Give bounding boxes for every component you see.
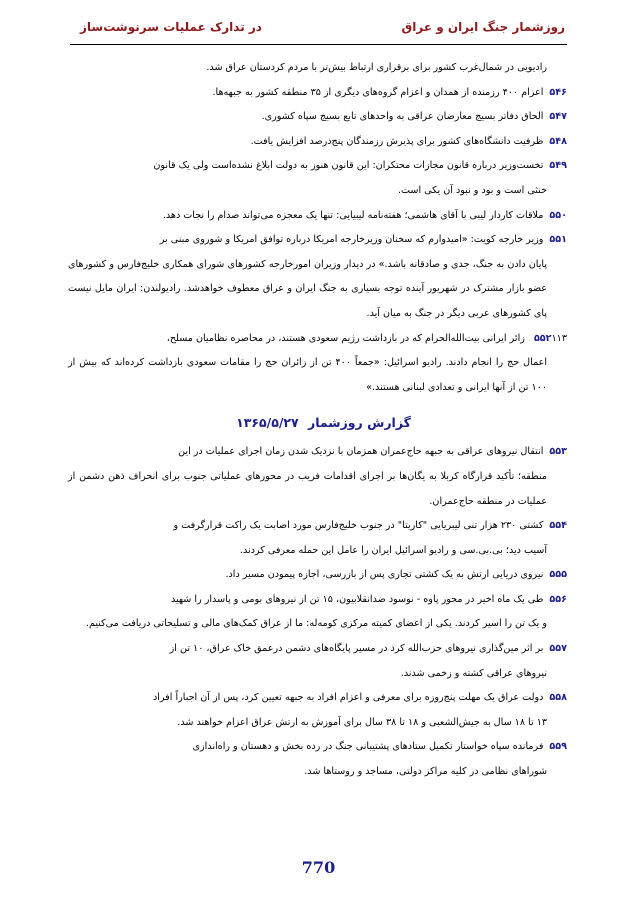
entry-556 [68,588,579,613]
entry-number: ۵۵۹ [549,741,567,753]
entry-546 [68,81,579,106]
entry-number: ۵۴۹ [549,160,567,172]
entry-text: الحاق دفاتر بسیج معارضان عراقی به واحدهای تابع بسیج سپاه کشوری. [261,111,544,123]
entry-548 [68,130,579,155]
entry-number: ۵۵۱ [549,234,567,246]
entry-549 [68,154,579,179]
header-divider [70,44,567,45]
running-header-book-title: روزشمار جنگ ایران و عراق [401,20,565,34]
entry-558 [68,686,579,711]
entry-text: کشتی ۲۳۰ هزار تنی لیبریایی "کاریتا" در جنوب خلیج‌فارس مورد اصابت یک راکت قرارگرفت و [173,520,544,532]
entry-547 [68,105,579,130]
entry-number: ۵۵۴ [549,520,567,532]
entry-number: ۵۵۸ [549,692,567,704]
entry-text: ظرفیت دانشگاه‌های کشور برای پذیرش رزمندگان پنج‌درصد افزایش یافت. [250,135,544,147]
entry-text: دولت عراق یک مهلت پنج‌روزه برای معرفی و اعزام افراد به جبهه تعیین کرد، پس از آن اجباراً افراد [152,692,544,704]
entry-559 [68,735,579,760]
entry-text: ملاقات کاردار لیبی با آقای هاشمی؛ هفته‌نامه لیبیایی: تنها یک معجزه می‌تواند صدام را نجات دهد. [162,209,544,221]
running-header-chapter-title: در تدارک عملیات سرنوشت‌ساز [80,20,262,34]
continuation-paragraph: رادیویی در شمال‌غرب کشور برای برقراری ارتباط بیش‌تر با مردم کردستان عراق شد. [206,62,547,73]
entry-551-continuation: پایان دادن به جنگ، جدی و صادقانه باشد.» در دیدار وزیران امورخارجه کشورهای شورای همکاری خلیج‌فارس و کشورهای عضو بازار مشترک در شهریور آینده توجه بسیاری به جنگ ایران و عراق معطوف خواهدشد. رادیولندن: ایران مایل نیست پای کشورهای عربی دیگر در جنگ به میان آید. [68,258,547,319]
entry-number: ۵۴۶ [549,86,567,98]
entry-text: انتقال نیروهای عراقی به جبهه حاج‌عمران همزمان با نزدیک شدن زمان اجرای عملیات در این [178,446,544,458]
entry-text: طی یک ماه اخیر در محور پاوه - نوسود ضدانقلابیون، ۱۵ تن از نیروهای بومی و پاسدار را شهید [170,593,544,605]
entry-553 [68,440,579,465]
entry-552 [68,327,579,352]
entry-number: ۵۵۶ [549,593,567,605]
page-number: 770 [301,858,336,877]
entry-text: بر اثر مین‌گذاری نیروهای حزب‌الله کرد در مسیر پایگاه‌های دشمن درعمق خاک عراق، ۱۰ تن از [169,643,544,655]
entry-552-continuation: اعمال حج را انجام دادند. رادیو اسرائیل: «جمعاً ۴۰۰ تن از زائران حج را مقامات سعودی بازداشت کرده‌اند که بیش از ۱۰۰ تن از آنها ایرانی و تعدادی لبنانی هستند.» [68,357,548,393]
entry-text: اعزام ۴۰۰ رزمنده از همدان و اعزام گروه‌های دیگری از ۳۵ منطقه کشور به جبهه‌ها. [212,86,544,98]
entry-554 [68,514,579,539]
entry-number: ۵۵۷ [549,643,567,655]
entry-553-continuation: منطقه؛ تأکید قرارگاه کربلا به یگان‌ها بر اجرای اقدامات فریب در محورهای عملیاتی جنوب برای انحراف ذهن دشمن از عملیات در منطقه حاج‌عمران. [68,470,547,507]
entry-text: تخست‌وزیر درباره قانون مجازات محتکران: این قانون هنوز به دولت ابلاغ نشده‌است ولی یک قانون [153,160,544,172]
entry-number: ۵۵۰ [549,209,567,221]
entry-text: نیروی دریایی ارتش به یک کشتی تجاری پس از بازرسی، اجازه پیمودن مسیر داد. [225,569,544,581]
entry-557 [68,637,579,662]
entry-550 [68,204,579,229]
entry-number: ۵۴۸ [549,135,567,147]
page-body [68,56,579,785]
entry-text: ۱۱۳ زائر ایرانی بیت‌الله‌الحرام که در بازداشت رژیم سعودی هستند، در محاصره نظامیان مسلح، [166,332,567,344]
entry-number: ۵۴۷ [549,111,567,123]
entry-556-continuation: و یک تن را اسیر کردند. یکی از اعضای کمیته مرکزی کومه‌له: ما از عراق کمک‌های مالی و تسلیحاتی دریافت می‌کنیم. [85,618,547,630]
entry-551 [68,228,579,253]
entry-558-continuation: ۱۳ تا ۱۸ سال به جیش‌الشعبی و ۱۸ تا ۳۸ سال برای آموزش به ارتش عراق اعزام خواهند شد. [177,716,547,728]
section-heading-label: گزارش روزشمار [308,415,411,431]
entry-text: وزیر خارجه کویت: «امیدوارم که سخنان وزیرخارجه امریکا درباره توافق امریکا و شوروی مبنی بر [159,234,544,246]
entry-559-continuation: شوراهای نظامی در کلیه مراکز دولتی، مساجد و روستاها شد. [304,766,547,778]
entry-557-continuation: نیروهای عراقی کشته و زخمی شدند. [400,667,547,679]
entry-554-continuation: آسیب دید؛ بی.بی.سی و رادیو اسرائیل ایران را عامل این حمله معرفی کردند. [239,544,547,556]
entry-555 [68,563,579,588]
entry-number: ۵۵۵ [549,569,567,581]
section-heading [68,410,579,436]
section-heading-date: ۱۳۶۵/۵/۲۷ [236,415,299,431]
entry-number: ۵۵۳ [549,446,567,458]
entry-549-continuation: خنثی است و بود و نبود آن یکی است. [397,184,547,196]
entry-text: فرمانده سپاه خواستار تکمیل ستادهای پشتیبانی جنگ در رده بخش و دهستان و راه‌اندازی [192,741,544,753]
entry-number: ۵۵۲ [533,332,552,344]
